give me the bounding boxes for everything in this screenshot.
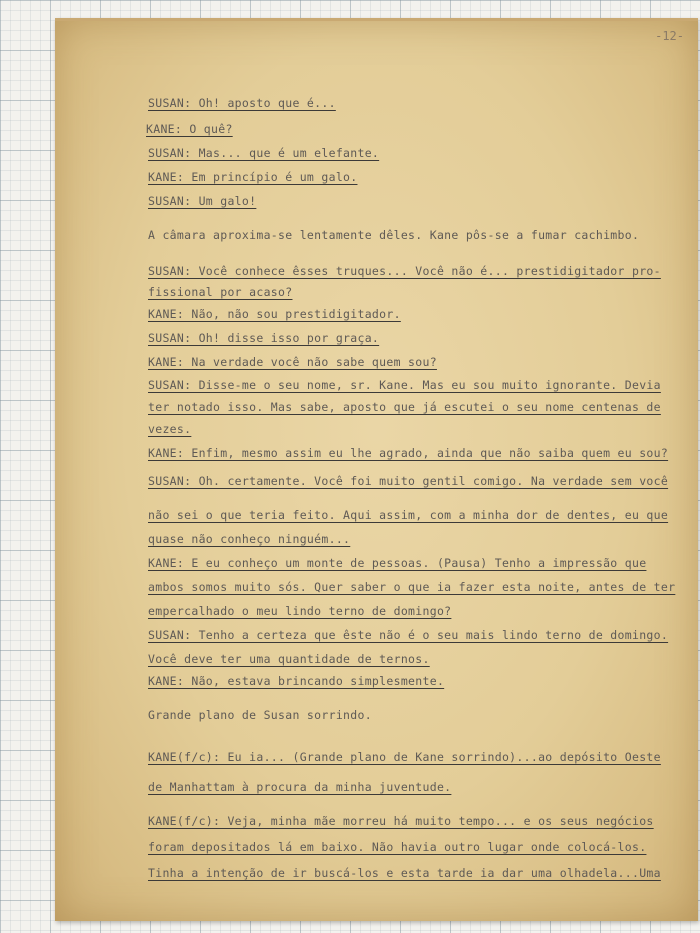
script-line: KANE: O quê?	[146, 122, 233, 136]
script-line: SUSAN: Oh! disse isso por graça.	[148, 331, 380, 345]
script-line: ter notado isso. Mas sabe, aposto que já escutei o seu nome centenas de	[148, 400, 661, 414]
script-line: ambos somos muito sós. Quer saber o que ia fazer esta noite, antes de ter	[148, 580, 676, 594]
script-line: SUSAN: Oh! aposto que é...	[148, 96, 336, 110]
stage-direction: A câmara aproxima-se lentamente dêles. Kane pôs-se a fumar cachimbo.	[148, 228, 640, 242]
script-line: KANE: Em princípio é um galo.	[148, 170, 358, 184]
script-line: KANE: Enfim, mesmo assim eu lhe agrado, ainda que não saiba quem eu sou?	[148, 446, 669, 460]
script-line: KANE: Não, não sou prestidigitador.	[148, 307, 401, 321]
script-line: empercalhado o meu lindo terno de domingo?	[148, 604, 452, 618]
script-line: quase não conheço ninguém...	[148, 532, 351, 546]
script-line: não sei o que teria feito. Aqui assim, com a minha dor de dentes, eu que	[148, 508, 669, 522]
script-line: KANE(f/c): Eu ia... (Grande plano de Kane sorrindo)...ao depósito Oeste	[148, 750, 661, 764]
stage-direction: Grande plano de Susan sorrindo.	[148, 708, 372, 722]
script-line: Tinha a intenção de ir buscá-los e esta tarde ia dar uma olhadela...Uma	[148, 866, 661, 880]
script-line: SUSAN: Oh. certamente. Você foi muito gentil comigo. Na verdade sem você	[148, 474, 669, 488]
script-line: Você deve ter uma quantidade de ternos.	[148, 652, 430, 666]
script-line: foram depositados lá em baixo. Não havia outro lugar onde colocá-los.	[148, 840, 647, 854]
script-line: KANE(f/c): Veja, minha mãe morreu há muito tempo... e os seus negócios	[148, 814, 654, 828]
script-line: fissional por acaso?	[148, 285, 293, 299]
script-line: SUSAN: Mas... que é um elefante.	[148, 146, 380, 160]
page-number: -12-	[655, 29, 684, 43]
script-line: KANE: Na verdade você não sabe quem sou?	[148, 355, 437, 369]
script-line: SUSAN: Disse-me o seu nome, sr. Kane. Mas eu sou muito ignorante. Devia	[148, 378, 661, 392]
script-line: KANE: E eu conheço um monte de pessoas. (Pausa) Tenho a impressão que	[148, 556, 647, 570]
script-line: KANE: Não, estava brincando simplesmente.	[148, 674, 445, 688]
script-line: SUSAN: Você conhece êsses truques... Você não é... prestidigitador pro-	[148, 264, 661, 278]
script-line: de Manhattam à procura da minha juventude.	[148, 780, 452, 794]
script-line: SUSAN: Um galo!	[148, 194, 257, 208]
script-line: SUSAN: Tenho a certeza que êste não é o seu mais lindo terno de domingo.	[148, 628, 669, 642]
script-line: vezes.	[148, 422, 192, 436]
